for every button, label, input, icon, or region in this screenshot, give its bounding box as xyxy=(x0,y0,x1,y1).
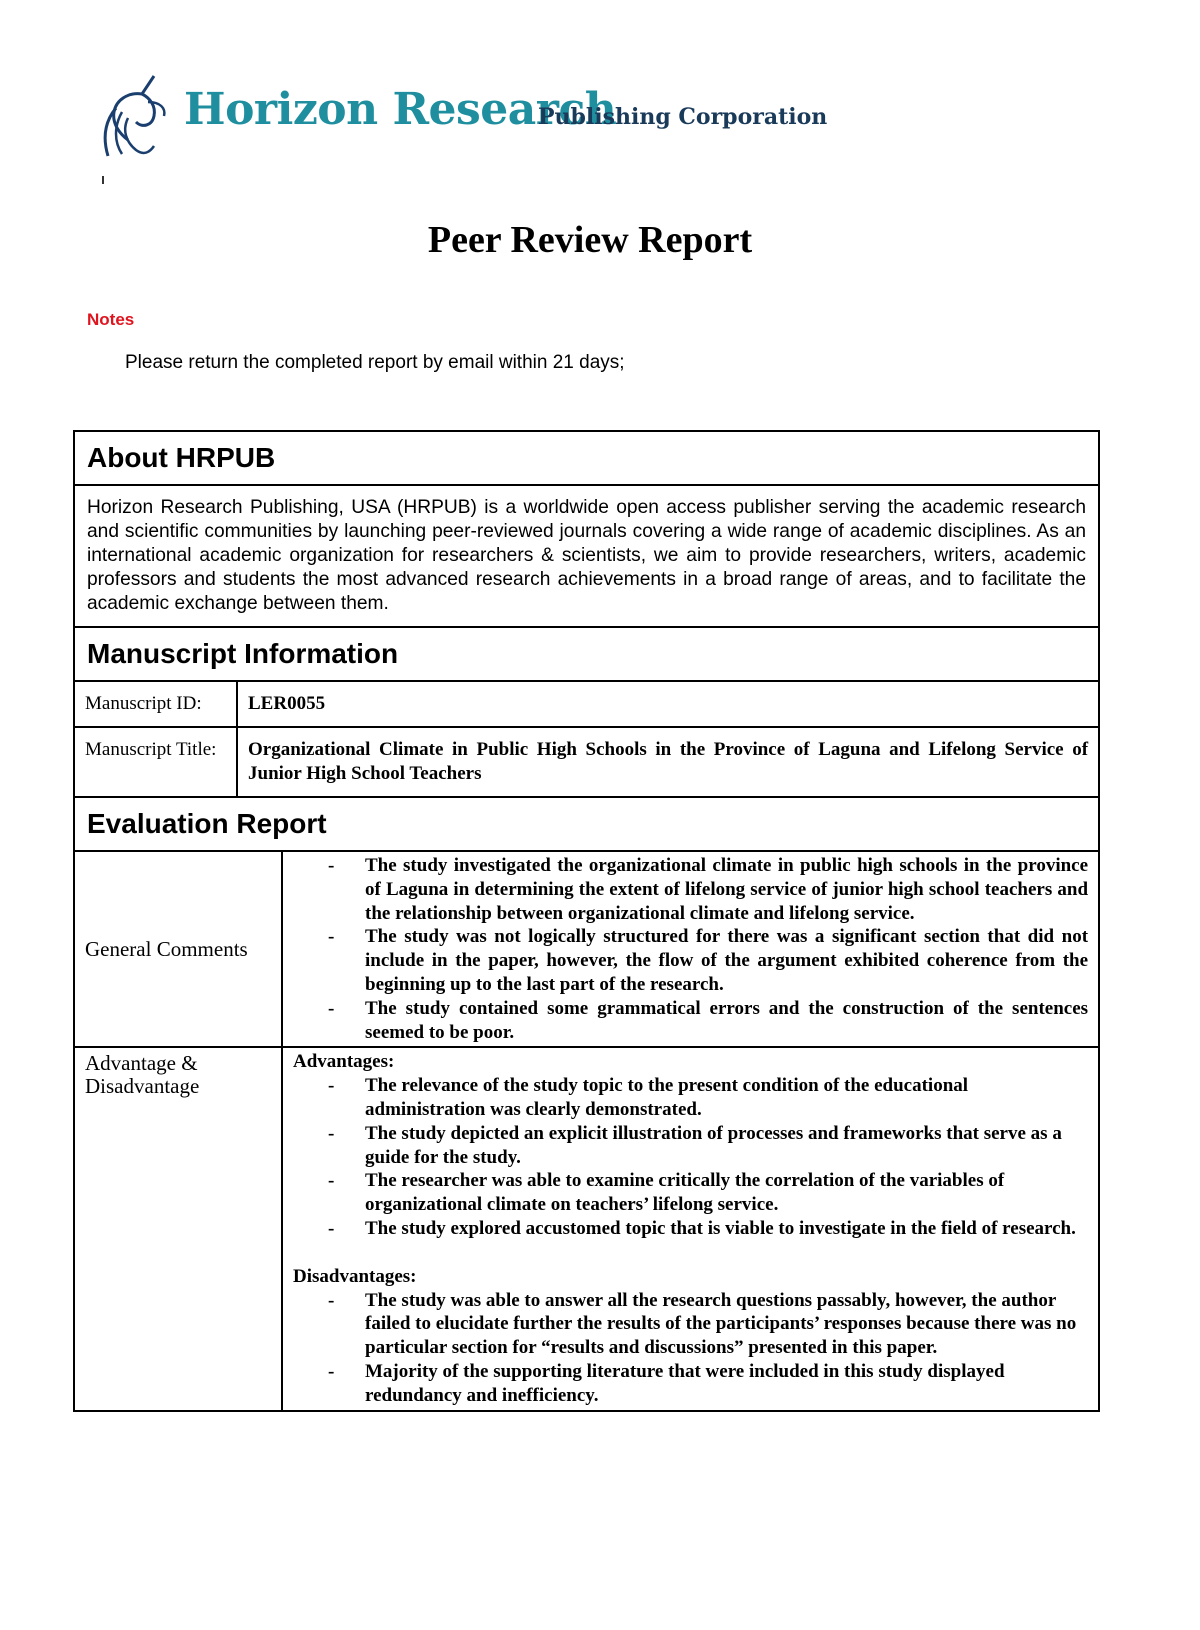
logo-wordmark: Horizon Research xyxy=(184,84,617,135)
list-item: - Majority of the supporting literature that were included in this study displayed redundancy and inefficiency. xyxy=(293,1360,1088,1408)
about-heading: About HRPUB xyxy=(74,431,1099,485)
notes-text: Please return the completed report by email within 21 days; xyxy=(125,352,625,373)
manuscript-id-value: LER0055 xyxy=(237,681,1099,727)
unicorn-logo-icon xyxy=(92,72,172,167)
report-table xyxy=(73,430,1100,1412)
evaluation-heading: Evaluation Report xyxy=(74,797,1099,851)
publisher-logo xyxy=(92,72,828,167)
about-body: Horizon Research Publishing, USA (HRPUB) is a worldwide open access publisher serving the academic research and scientific communities by launching peer-reviewed journals covering a wide range of academic disciplines. As an international academic organization for researchers & scientists, we aim to provide researchers, writers, academic professors and students the most advanced research achievements in a broad range of areas, and to facilitate the academic exchange between them. xyxy=(74,485,1099,627)
spacer xyxy=(293,1241,1088,1265)
page-title: Peer Review Report xyxy=(427,219,753,261)
disadvantages-list xyxy=(293,1289,1088,1408)
list-item: - The study depicted an explicit illustration of processes and frameworks that serve as a guide for the study. xyxy=(293,1122,1088,1170)
list-item: - The study investigated the organizational climate in public high schools in the province of Laguna in determining the extent of lifelong service of junior high school teachers and the relationship between organizational climate and lifelong service. xyxy=(293,854,1088,925)
manuscript-title-value: Organizational Climate in Public High Schools in the Province of Laguna and Lifelong Service of Junior High School Teachers xyxy=(237,727,1099,797)
advantage-disadvantage-label: Advantage & Disadvantage xyxy=(74,1047,282,1410)
notes-label: Notes xyxy=(87,310,135,329)
logo-subtitle: Publishing Corporation xyxy=(538,104,828,130)
list-item: - The study contained some grammatical errors and the construction of the sentences seemed to be poor. xyxy=(293,997,1088,1045)
advantages-heading: Advantages: xyxy=(293,1051,395,1073)
list-item: - The study was not logically structured for there was a significant section that did not include in the paper, however, the flow of the argument exhibited coherence from the beginning up to the last part of the research. xyxy=(293,925,1088,996)
list-item: - The researcher was able to examine critically the correlation of the variables of organizational climate on teachers’ lifelong service. xyxy=(293,1169,1088,1217)
manuscript-heading: Manuscript Information xyxy=(74,627,1099,681)
general-comments-label: General Comments xyxy=(74,851,282,1047)
advantage-disadvantage-body xyxy=(282,1047,1099,1410)
manuscript-id-label: Manuscript ID: xyxy=(74,681,237,727)
list-item: - The study was able to answer all the research questions passably, however, the author failed to elucidate further the results of the participants’ responses because there was no particular section for “results and discussions” presented in this paper. xyxy=(293,1289,1088,1360)
list-item: - The relevance of the study topic to the present condition of the educational administration was clearly demonstrated. xyxy=(293,1074,1088,1122)
list-item: - The study explored accustomed topic that is viable to investigate in the field of research. xyxy=(293,1217,1088,1241)
manuscript-title-label: Manuscript Title: xyxy=(74,727,237,797)
stray-mark xyxy=(102,176,104,184)
disadvantages-heading: Disadvantages: xyxy=(293,1265,417,1287)
general-comments-list xyxy=(293,854,1088,1044)
advantages-list xyxy=(293,1074,1088,1241)
general-comments-body xyxy=(282,851,1099,1047)
